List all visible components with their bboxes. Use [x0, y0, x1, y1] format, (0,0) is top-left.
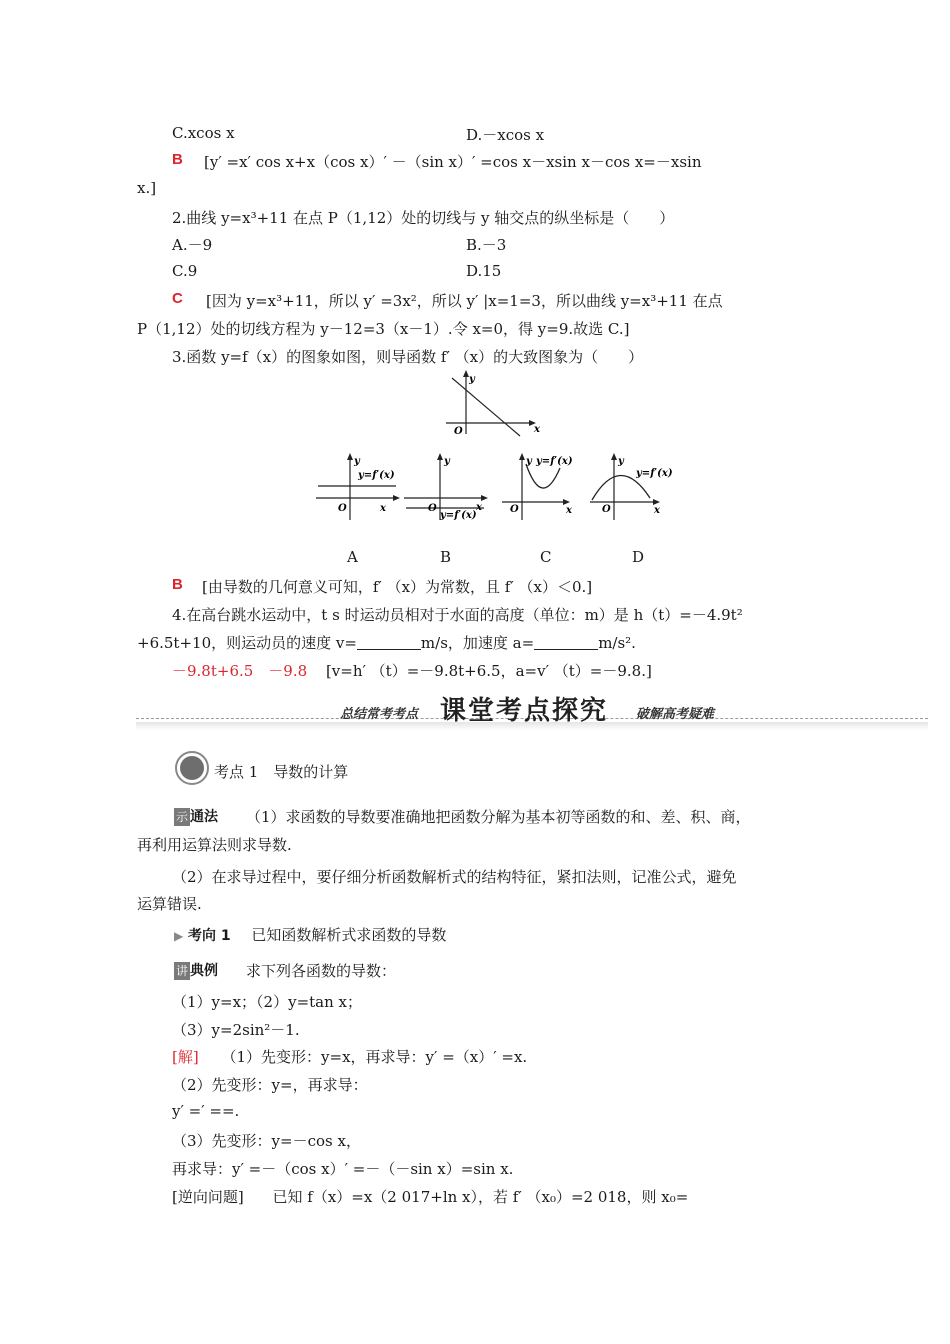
- y-axis-arrow: [347, 453, 353, 460]
- solution-3: y′ =′ ==.: [172, 1102, 240, 1120]
- x-label: x: [566, 505, 572, 516]
- x-label: x: [654, 505, 660, 516]
- q3-graph-d: [588, 450, 680, 522]
- q3-answer: B: [172, 576, 183, 593]
- y-axis-arrow: [519, 453, 525, 460]
- origin-label: O: [338, 503, 347, 514]
- y-label: y: [354, 456, 360, 467]
- x-axis-arrow: [393, 495, 400, 501]
- q4-answer: －9.8t+6.5 －9.8: [172, 662, 308, 680]
- solution-label: [解]: [172, 1048, 199, 1066]
- example-text: 求下列各函数的导数：: [246, 962, 397, 980]
- q3-graph-c: [500, 450, 592, 522]
- origin-label: O: [454, 426, 463, 437]
- q2-option-b: B.－3: [466, 236, 507, 254]
- method-2b: 运算错误.: [137, 895, 202, 913]
- method-2a: （2）在求导过程中，要仔细分析函数解析式的结构特征，紧扣法则，记准公式，避免: [172, 868, 737, 886]
- q3-explanation: [由导数的几何意义可知，f′ （x）为常数，且 f′ （x）＜0.]: [202, 578, 593, 596]
- origin-label: O: [510, 504, 519, 515]
- method-1a: （1）求函数的导数要准确地把函数分解为基本初等函数的和、差、积、商，: [246, 808, 751, 826]
- example-tag: 讲: [176, 964, 189, 978]
- fprime-label: y=f′(x): [636, 468, 673, 479]
- q2-option-a: A.－9: [172, 236, 213, 254]
- q3-choice-a: A: [347, 548, 358, 566]
- q1-explanation: [y′ =x′ cos x+x（cos x）′ －（sin x）′ =cos x－xsin x－cos x=－xsin: [204, 153, 702, 171]
- origin-label: O: [428, 503, 437, 514]
- y-label: y: [444, 456, 450, 467]
- banner-left: 总结常考考点: [340, 707, 419, 722]
- q4-answer-line: [172, 660, 652, 681]
- q3-main-graph: [440, 368, 550, 440]
- origin-label: O: [602, 504, 611, 515]
- section-circle-icon: [174, 750, 210, 786]
- x-label: x: [476, 502, 482, 513]
- banner-right: 破解高考疑难: [636, 707, 715, 722]
- q4-stem-2c: m/s².: [598, 634, 636, 652]
- q3-choice-d: D: [632, 548, 645, 566]
- fprime-label: y=f′(x): [358, 470, 395, 481]
- example-header: [174, 960, 218, 980]
- direction-label: 考向 1: [188, 928, 231, 944]
- section-title: 考点 1 导数的计算: [214, 763, 349, 781]
- q4-stem-2: [137, 632, 636, 653]
- q2-explanation-2: P（1,12）处的切线方程为 y－12=3（x－1）.令 x=0，得 y=9.故选 C.]: [137, 320, 630, 338]
- fprime-label: y=f′(x): [440, 510, 477, 521]
- banner-title: 课堂考点探究: [440, 696, 609, 726]
- velocity-blank[interactable]: [357, 635, 421, 650]
- solution-5: 再求导：y′ =－（cos x）′ =－（－sin x）=sin x.: [172, 1160, 514, 1178]
- fprime-curve: [592, 475, 650, 500]
- y-label: y: [469, 374, 475, 385]
- q1-option-c: C.xcos x: [172, 124, 235, 142]
- solution-1: （1）先变形：y=x，再求导：y′ =（x）′ =x.: [221, 1048, 528, 1066]
- y-axis-arrow: [437, 453, 443, 460]
- q2-explanation-1: [因为 y=x³+11，所以 y′ =3x²，所以 y′ |x=1=3，所以曲线 y=x³+11 在点: [206, 292, 723, 310]
- x-label: x: [534, 424, 540, 435]
- y-label: y: [618, 456, 624, 467]
- direction-header: [174, 924, 446, 945]
- y-axis-arrow: [611, 453, 617, 460]
- acceleration-blank[interactable]: [534, 635, 598, 650]
- solution-4: （3）先变形：y=－cos x，: [172, 1132, 361, 1150]
- q3-stem: 3.函数 y=f（x）的图象如图，则导函数 f′ （x）的大致图象为（ ）: [172, 348, 644, 366]
- example-line-2: （3）y=2sin²－1.: [172, 1021, 300, 1039]
- method-label: 通法: [190, 809, 219, 825]
- fprime-label: y=f′(x): [536, 456, 573, 467]
- q3-choice-c: C: [540, 548, 552, 566]
- x-axis-arrow: [481, 495, 488, 501]
- q4-stem-2a: +6.5t+10，则运动员的速度 v=: [137, 634, 357, 652]
- q2-answer: C: [172, 290, 183, 307]
- direction-text: 已知函数解析式求函数的导数: [251, 926, 447, 944]
- q3-graph-b: [400, 450, 492, 522]
- example-line-1: （1）y=x；（2）y=tan x；: [172, 993, 362, 1011]
- method-1b: 再利用运算法则求导数.: [137, 836, 292, 854]
- solution-line-1: [172, 1046, 527, 1067]
- q1-option-d: D.－xcos x: [466, 126, 545, 144]
- reverse-text: 已知 f（x）=x（2 017+ln x），若 f′ （x₀）=2 018，则 x₀=: [272, 1188, 689, 1206]
- reverse-question: [172, 1186, 688, 1207]
- solution-2: （2）先变形：y=，再求导：: [172, 1076, 368, 1094]
- triangle-icon: ▶: [174, 929, 184, 943]
- q1-explanation-end: x.]: [137, 179, 157, 197]
- q4-explanation: [v=h′ （t）=－9.8t+6.5，a=v′ （t）=－9.8.]: [325, 662, 652, 680]
- q3-graph-a: [314, 450, 406, 522]
- fprime-curve: [526, 464, 560, 488]
- method-tag: 示: [176, 810, 189, 824]
- x-label: x: [380, 503, 386, 514]
- q2-stem: 2.曲线 y=x³+11 在点 P（1,12）处的切线与 y 轴交点的纵坐标是（ ）: [172, 209, 675, 227]
- q1-answer: B: [172, 151, 183, 168]
- q3-choice-b: B: [440, 548, 452, 566]
- example-label: 典例: [190, 963, 219, 979]
- q4-stem-2b: m/s，加速度 a=: [420, 634, 535, 652]
- reverse-label: [逆向问题]: [172, 1188, 244, 1206]
- q2-option-d: D.15: [466, 262, 502, 280]
- q4-stem-1: 4.在高台跳水运动中，t s 时运动员相对于水面的高度（单位：m）是 h（t）=－4.9t²: [172, 606, 743, 624]
- y-label: y: [526, 456, 532, 467]
- q2-option-c: C.9: [172, 262, 198, 280]
- method-header: [174, 806, 218, 826]
